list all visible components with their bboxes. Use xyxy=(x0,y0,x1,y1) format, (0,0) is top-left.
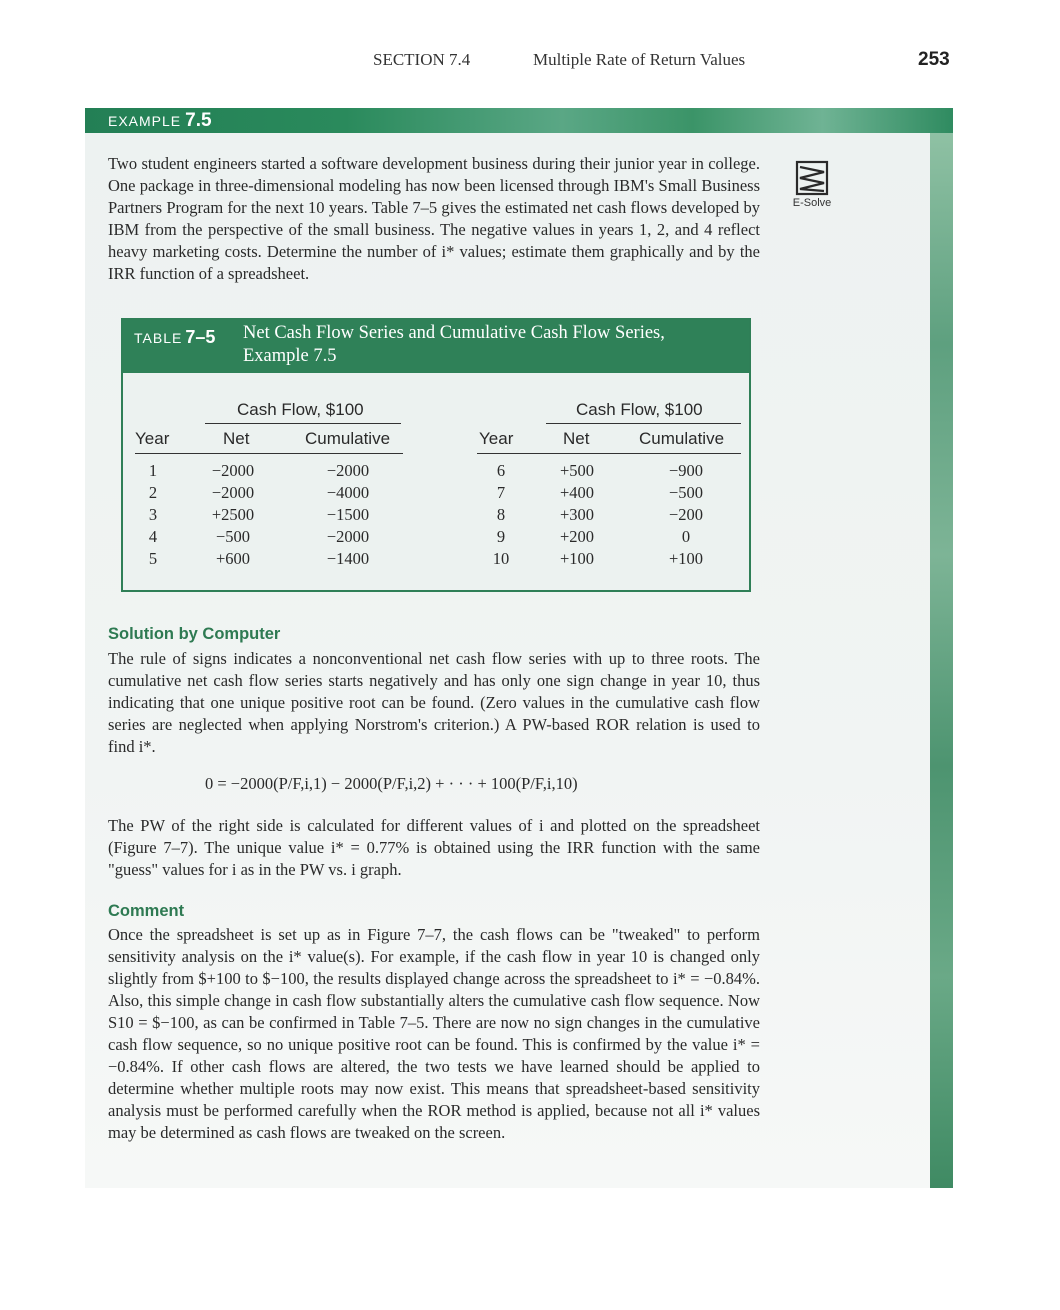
table-title: Net Cash Flow Series and Cumulative Cash Flow Series, Example 7.5 xyxy=(243,323,665,366)
cell-net: −2000 xyxy=(211,483,255,502)
example-band xyxy=(85,108,953,133)
group-header-right: Cash Flow, $100 xyxy=(576,400,703,419)
cell-year: 1 xyxy=(148,461,158,480)
group-header-left: Cash Flow, $100 xyxy=(237,400,364,419)
solution-paragraph-2: The PW of the right side is calculated for different values of i and plotted on the spreadsheet (Figure 7–7). The unique value i* = 0.77% is obtained using the IRR function with the same "guess" values for i as in the PW vs. i graph. xyxy=(108,816,760,879)
example-label: EXAMPLE xyxy=(108,113,182,129)
cell-net: +300 xyxy=(559,505,595,524)
cell-cumulative: −500 xyxy=(668,483,704,502)
cell-year: 3 xyxy=(148,505,158,524)
comment-heading: Comment xyxy=(108,902,185,920)
cell-year: 5 xyxy=(148,549,158,568)
cell-cumulative: −1400 xyxy=(326,549,370,568)
example-heading xyxy=(108,110,212,132)
group-rule-right xyxy=(546,423,741,424)
cell-cumulative: −900 xyxy=(668,461,704,480)
running-header-section: SECTION 7.4 xyxy=(373,50,471,69)
solution-paragraph: The rule of signs indicates a nonconventional net cash flow series with up to three roots. The cumulative net cash flow series starts negatively and has only one sign change in year 10, thus indicating that one unique positive root can be found. (Zero values in the cumulative cash flow series are neglected when applying Norstrom's criterion.) A PW-based ROR relation is used to find i*. xyxy=(108,649,760,756)
cell-net: +100 xyxy=(559,549,595,568)
esolve-icon xyxy=(795,160,829,196)
decorative-side-strip xyxy=(930,133,953,1188)
cell-cumulative: −4000 xyxy=(326,483,370,502)
cell-net: −500 xyxy=(215,527,251,546)
cell-cumulative: −2000 xyxy=(326,461,370,480)
table-label-text: TABLE xyxy=(134,330,183,346)
page-number: 253 xyxy=(918,49,950,70)
col-header-net-right: Net xyxy=(563,429,590,448)
cell-year: 4 xyxy=(148,527,158,546)
cell-net: +2500 xyxy=(211,505,255,524)
cell-cumulative: −2000 xyxy=(326,527,370,546)
esolve-label: E-Solve xyxy=(792,197,832,209)
cell-net: +500 xyxy=(559,461,595,480)
cell-net: −2000 xyxy=(211,461,255,480)
header-rule-right xyxy=(477,453,741,454)
cell-cumulative: +100 xyxy=(668,549,704,568)
cell-cumulative: −200 xyxy=(668,505,704,524)
cell-net: +600 xyxy=(215,549,251,568)
example-number: 7.5 xyxy=(185,110,212,131)
cell-cumulative: 0 xyxy=(681,527,691,546)
group-rule-left xyxy=(205,423,401,424)
esolve-marker xyxy=(782,160,842,209)
table-7-5 xyxy=(121,318,751,592)
col-header-cumulative-left: Cumulative xyxy=(305,429,391,448)
col-header-year-right: Year xyxy=(479,429,514,448)
cell-year: 6 xyxy=(496,461,506,480)
solution-heading: Solution by Computer xyxy=(108,625,281,643)
cell-net: +200 xyxy=(559,527,595,546)
cell-year: 8 xyxy=(496,505,506,524)
cell-year: 2 xyxy=(148,483,158,502)
problem-statement: Two student engineers started a software development business during their junior year in college. One package in three-dimensional modeling has now been licensed through IBM's Small Business Partners Program for the next 10 years. Table 7–5 gives the estimated net cash flows developed by IBM from the perspective of the small business. The negative values in years 1, 2, and 4 reflect heavy marketing costs. Determine the number of i* values; estimate them graphically and by the IRR function of a spreadsheet. xyxy=(108,154,760,283)
col-header-year-left: Year xyxy=(135,429,170,448)
cell-year: 7 xyxy=(496,483,506,502)
cell-year: 9 xyxy=(496,527,506,546)
header-rule-left xyxy=(135,453,403,454)
pw-equation: 0 = −2000(P/F,i,1) − 2000(P/F,i,2) + · · · + 100(P/F,i,10) xyxy=(205,774,578,793)
cell-net: +400 xyxy=(559,483,595,502)
table-number: 7–5 xyxy=(185,327,216,347)
cell-cumulative: −1500 xyxy=(326,505,370,524)
col-header-net-left: Net xyxy=(223,429,250,448)
col-header-cumulative-right: Cumulative xyxy=(639,429,725,448)
table-label xyxy=(134,327,215,348)
cell-year: 10 xyxy=(492,549,510,568)
running-header-title: Multiple Rate of Return Values xyxy=(533,50,746,69)
comment-paragraph: Once the spreadsheet is set up as in Figure 7–7, the cash flows can be "tweaked" to perform sensitivity analysis on the i* value(s). For example, if the cash flow in year 10 is changed only slightly from $+100 to $−100, the results displayed change across the spreadsheet to i* = −0.84%. Also, this simple change in cash flow substantially alters the cumulative cash flow sequence. Now S10 = $−100, as can be confirmed in Table 7–5. There are now no sign changes in the cumulative cash flow sequence, so no unique positive root can be found. This is confirmed by the value i* = −0.84%. If other cash flows are altered, the two tests we have learned should be applied to determine whether multiple roots may now exist. This means that spreadsheet-based sensitivity analysis must be performed carefully when the ROR method is applied, because not all i* values may be determined as cash flows are tweaked on the screen. xyxy=(108,925,760,1142)
